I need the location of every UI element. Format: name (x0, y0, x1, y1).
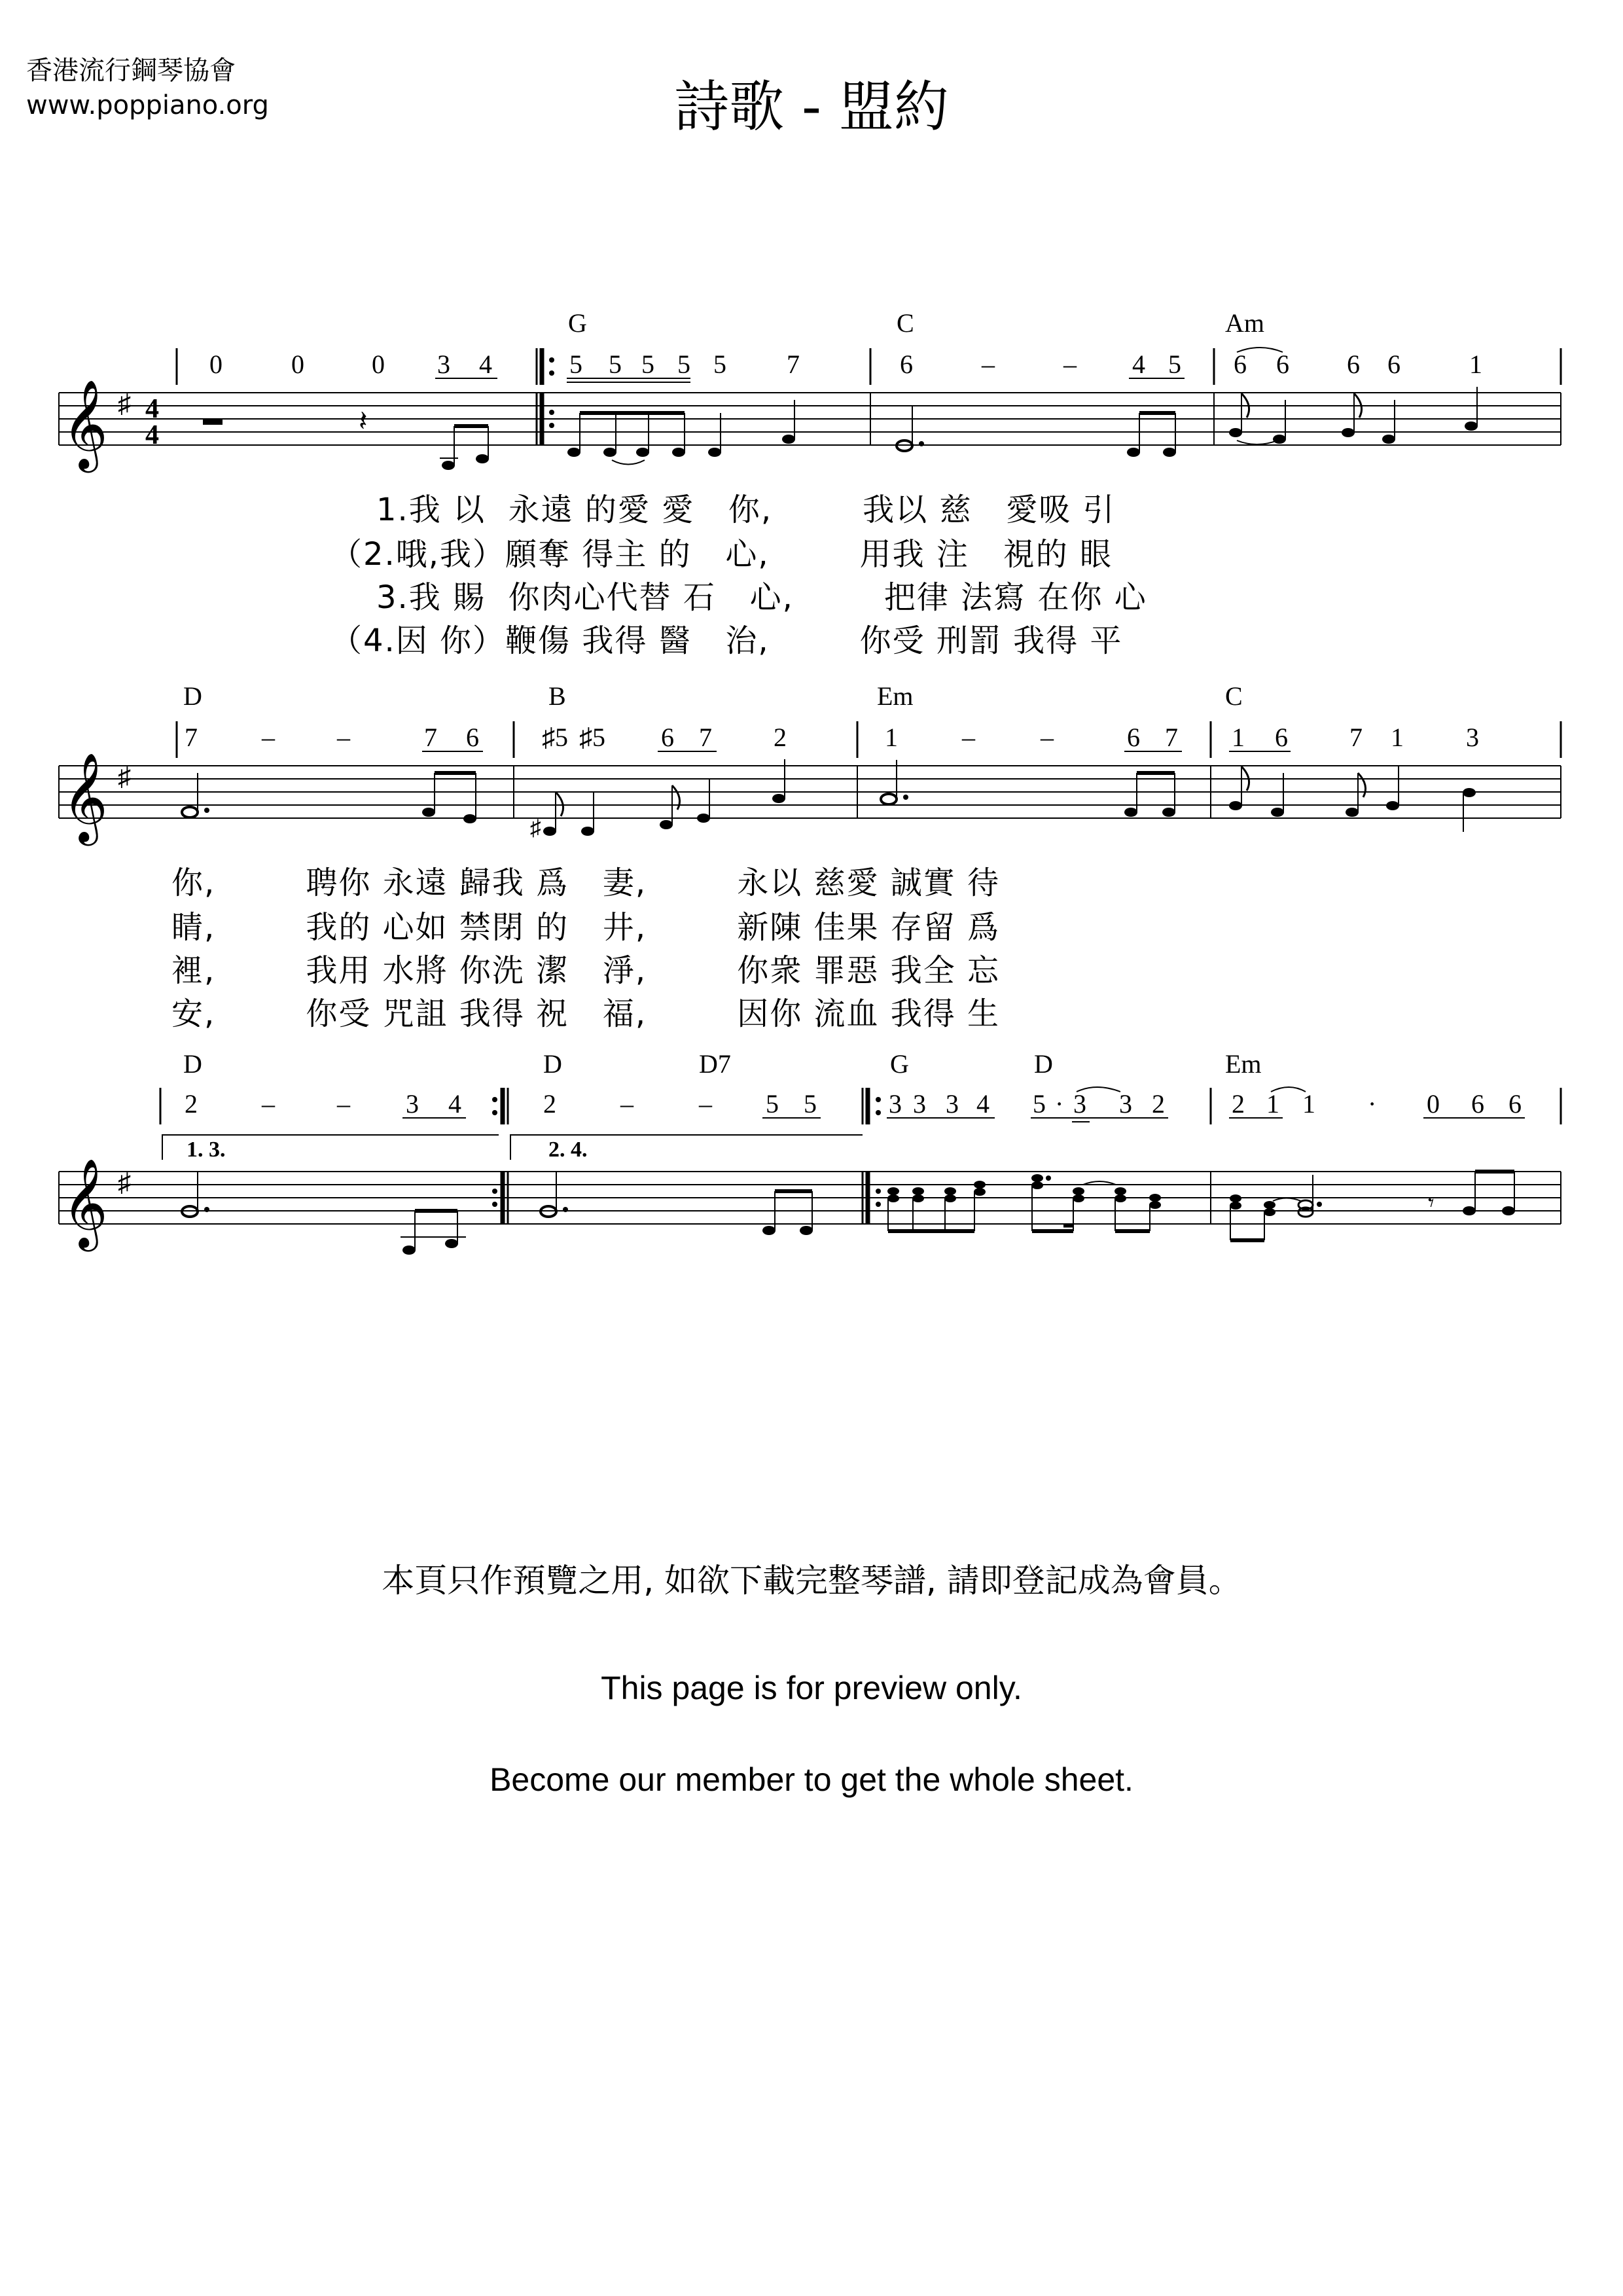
svg-text:7: 7 (185, 723, 198, 752)
time-signature: 4 (145, 420, 159, 450)
staff-lines (59, 1172, 1561, 1224)
svg-text:1: 1 (1232, 723, 1245, 752)
chord-label: Em (1225, 1049, 1262, 1079)
svg-text:–: – (337, 1089, 350, 1119)
svg-text:5: 5 (1168, 350, 1181, 379)
svg-text:·: · (1055, 1089, 1064, 1119)
chord-label: D (543, 1049, 562, 1079)
svg-text:6: 6 (1127, 723, 1140, 752)
sharp-icon: ♯ (530, 816, 541, 840)
svg-text:4: 4 (448, 1089, 461, 1119)
chord-label: B (548, 681, 566, 711)
svg-text:6: 6 (466, 723, 479, 752)
svg-text:4: 4 (479, 350, 492, 379)
svg-text:2: 2 (774, 723, 787, 752)
half-rest-icon (203, 420, 223, 425)
svg-text:4: 4 (1132, 350, 1145, 379)
svg-text:6: 6 (900, 350, 913, 379)
lyric-line-verse-4: （4.因 你）鞭傷 我得 醫 治, 你受 刑罰 我得 平 (330, 622, 1123, 659)
svg-text:·: · (1368, 1089, 1377, 1119)
svg-text:0: 0 (291, 350, 304, 379)
chord-label: C (1225, 681, 1243, 711)
treble-clef-icon: 𝄞 (62, 1160, 108, 1246)
svg-text:2: 2 (185, 1089, 198, 1119)
treble-clef-icon: 𝄞 (62, 755, 108, 840)
svg-text:0: 0 (372, 350, 385, 379)
svg-text:7: 7 (1349, 723, 1363, 752)
staff-lines (59, 393, 1561, 445)
svg-text:5: 5 (804, 1089, 817, 1119)
preview-notice-chinese: 本頁只作預覽之用, 如欲下載完整琴譜, 請即登記成為會員。 (382, 1562, 1241, 1600)
chord-label: C (897, 308, 914, 338)
cropped-system (0, 1080, 1623, 1275)
svg-text:3: 3 (1073, 1089, 1086, 1119)
svg-text:7: 7 (1165, 723, 1178, 752)
svg-text:5: 5 (766, 1089, 779, 1119)
svg-text:2: 2 (1232, 1089, 1245, 1119)
chord-label: D7 (699, 1049, 731, 1079)
svg-text:1: 1 (885, 723, 898, 752)
svg-text:4: 4 (976, 1089, 990, 1119)
chord-label: Am (1225, 308, 1264, 338)
svg-text:3: 3 (437, 350, 450, 379)
svg-text:6: 6 (1508, 1089, 1522, 1119)
svg-text:0: 0 (209, 350, 223, 379)
chord-label: Em (877, 681, 914, 711)
eighth-rest-icon: 𝄾 (1428, 1190, 1435, 1216)
sharp-icon: ♯ (118, 762, 131, 791)
volta-1-label: 1. 3. (187, 1138, 226, 1162)
svg-text:♯5: ♯5 (579, 723, 605, 752)
svg-text:6: 6 (661, 723, 674, 752)
jianpu-row (160, 1087, 1561, 1124)
notes (440, 387, 1478, 470)
site-url[interactable]: www.poppiano.org (26, 90, 269, 120)
chord-label: G (890, 1049, 909, 1079)
page-title: 詩歌 - 盟約 (674, 75, 949, 139)
lyric-line-verse-2: （2.哦,我）願奪 得主 的 心, 用我 注 視的 眼 (330, 536, 1113, 573)
svg-text:2: 2 (1152, 1089, 1165, 1119)
svg-text:♯5: ♯5 (542, 723, 568, 752)
svg-text:1: 1 (1266, 1089, 1279, 1119)
lyric-line-verse-1: 你, 聘你 永遠 歸我 爲 妻, 永以 慈愛 誠實 待 (171, 865, 1000, 901)
sharp-icon: ♯ (118, 1168, 131, 1197)
svg-text:–: – (699, 1089, 712, 1119)
volta-brackets (162, 1135, 863, 1160)
sharp-icon: ♯ (118, 389, 131, 418)
chord-label: D (183, 681, 202, 711)
staff-3 (0, 1080, 1623, 1275)
svg-text:–: – (620, 1089, 633, 1119)
lyric-line-verse-3: 裡, 我用 水將 你洗 潔 淨, 你衆 罪惡 我全 忘 (171, 952, 1000, 989)
staff-2 (0, 713, 1623, 864)
svg-text:6: 6 (1275, 723, 1288, 752)
quarter-rest-icon: 𝄽 (359, 405, 368, 437)
svg-text:5: 5 (569, 350, 582, 379)
svg-text:6: 6 (1234, 350, 1247, 379)
svg-text:–: – (1041, 723, 1054, 752)
lyric-line-verse-4: 安, 你受 咒詛 我得 祝 福, 因你 流血 我得 生 (171, 996, 1000, 1032)
staff-lines (59, 766, 1561, 818)
chord-label: G (568, 308, 587, 338)
svg-text:–: – (337, 723, 350, 752)
time-signature: 4 (145, 394, 159, 424)
svg-text:–: – (262, 1089, 275, 1119)
svg-text:5: 5 (677, 350, 690, 379)
svg-text:3: 3 (946, 1089, 959, 1119)
svg-text:7: 7 (699, 723, 712, 752)
svg-text:5: 5 (641, 350, 654, 379)
svg-text:5: 5 (713, 350, 726, 379)
lyric-line-verse-3: 3.我 賜 你肉心代替 石 心, 把律 法寫 在你 心 (376, 579, 1147, 616)
svg-text:3: 3 (1119, 1089, 1132, 1119)
svg-text:6: 6 (1471, 1089, 1484, 1119)
svg-text:1: 1 (1469, 350, 1482, 379)
lyric-line-verse-1: 1.我 以 永遠 的愛 愛 你, 我以 慈 愛吸 引 (376, 492, 1116, 528)
svg-text:0: 0 (1427, 1089, 1440, 1119)
staff-1 (0, 340, 1623, 491)
svg-text:3: 3 (406, 1089, 419, 1119)
svg-text:5: 5 (1033, 1089, 1046, 1119)
chord-label: D (183, 1049, 202, 1079)
svg-text:2: 2 (543, 1089, 556, 1119)
notes (182, 759, 1476, 840)
svg-text:–: – (262, 723, 275, 752)
svg-text:6: 6 (1347, 350, 1360, 379)
svg-text:7: 7 (787, 350, 800, 379)
svg-text:6: 6 (1387, 350, 1400, 379)
svg-text:6: 6 (1276, 350, 1289, 379)
svg-text:1: 1 (1302, 1089, 1315, 1119)
svg-text:7: 7 (424, 723, 437, 752)
svg-text:3: 3 (889, 1089, 902, 1119)
preview-notice-english: This page is for preview only. (601, 1670, 1022, 1706)
site-name: 香港流行鋼琴協會 (26, 56, 236, 86)
treble-clef-icon: 𝄞 (62, 382, 108, 467)
jianpu-row (177, 348, 1561, 385)
svg-text:–: – (982, 350, 995, 379)
volta-2-label: 2. 4. (548, 1138, 588, 1162)
svg-text:3: 3 (913, 1089, 926, 1119)
chord-label: D (1034, 1049, 1053, 1079)
svg-text:5: 5 (609, 350, 622, 379)
membership-notice-english: Become our member to get the whole sheet. (490, 1761, 1133, 1798)
lyric-line-verse-2: 睛, 我的 心如 禁閉 的 井, 新陳 佳果 存留 爲 (171, 909, 1000, 946)
svg-text:1: 1 (1391, 723, 1404, 752)
svg-text:3: 3 (1466, 723, 1479, 752)
svg-text:–: – (962, 723, 975, 752)
svg-text:–: – (1063, 350, 1077, 379)
jianpu-row (177, 721, 1561, 758)
